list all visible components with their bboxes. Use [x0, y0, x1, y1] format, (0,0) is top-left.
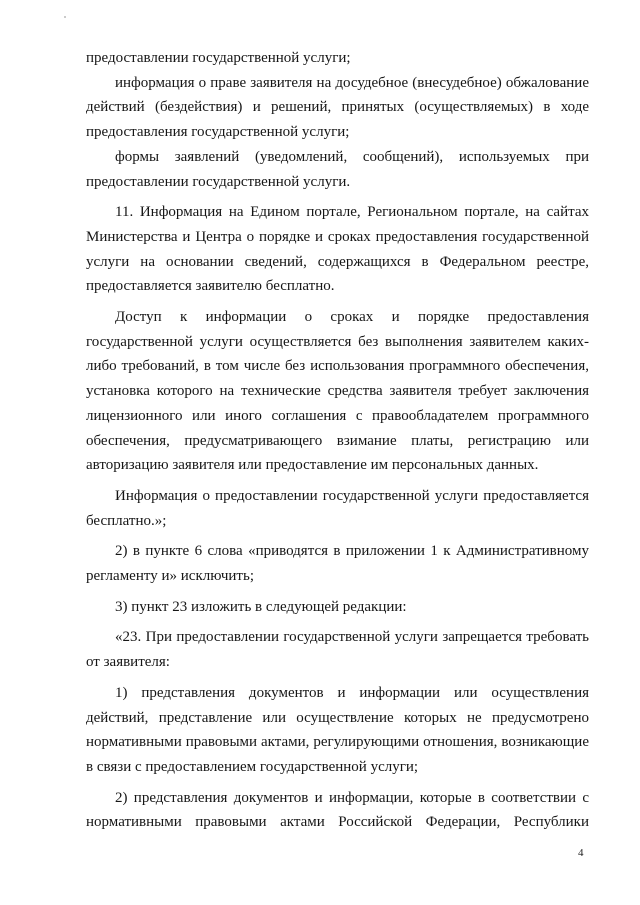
paragraph: 3) пункт 23 изложить в следующей редакции: — [115, 598, 407, 615]
paragraph: Доступ к информации о сроках и порядке предоставления государственной услуги осуществляется без выполнения заявителем каких-либо требований, в том числе без использования программного обеспечения, установка которого на технические средства заявителя требует заключения лицензионного или иного соглашения с правообладателем программного обеспечения, предусматривающего взимание платы, регистрацию или авторизацию заявителя или предоставление им персональных данных. — [86, 309, 589, 474]
paragraph: предоставлении государственной услуги; — [86, 50, 351, 66]
scan-speck — [64, 16, 66, 18]
document-body — [86, 46, 589, 835]
paragraph: Информация о предоставлении государственной услуги предоставляется бесплатно.»; — [86, 487, 589, 529]
page-number: 4 — [578, 847, 584, 859]
paragraph: 2) представления документов и информации, которые в соответствии с нормативными правовыми актами Российской Федерации, Республики — [86, 789, 589, 831]
paragraph: 11. Информация на Едином портале, Региональном портале, на сайтах Министерства и Центра о порядке и сроках предоставления государственной услуги на основании сведений, содержащихся в Федеральном реестре, предоставляется заявителю бесплатно. — [86, 204, 589, 295]
paragraph: 1) представления документов и информации или осуществления действий, представление или осуществление которых не предусмотрено нормативными правовыми актами, регулирующими отношения, возникающие в связи с предоставлением государственной услуги; — [86, 684, 589, 775]
paragraph: «23. При предоставлении государственной услуги запрещается требовать от заявителя: — [86, 629, 589, 671]
paragraph: информация о праве заявителя на досудебное (внесудебное) обжалование действий (бездействия) и решений, принятых (осуществляемых) в ходе предоставления государственной услуги; — [86, 74, 589, 141]
paragraph: формы заявлений (уведомлений, сообщений), используемых при предоставлении государственной услуги. — [86, 148, 589, 190]
paragraph: 2) в пункте 6 слова «приводятся в приложении 1 к Административному регламенту и» исключить; — [86, 543, 589, 585]
